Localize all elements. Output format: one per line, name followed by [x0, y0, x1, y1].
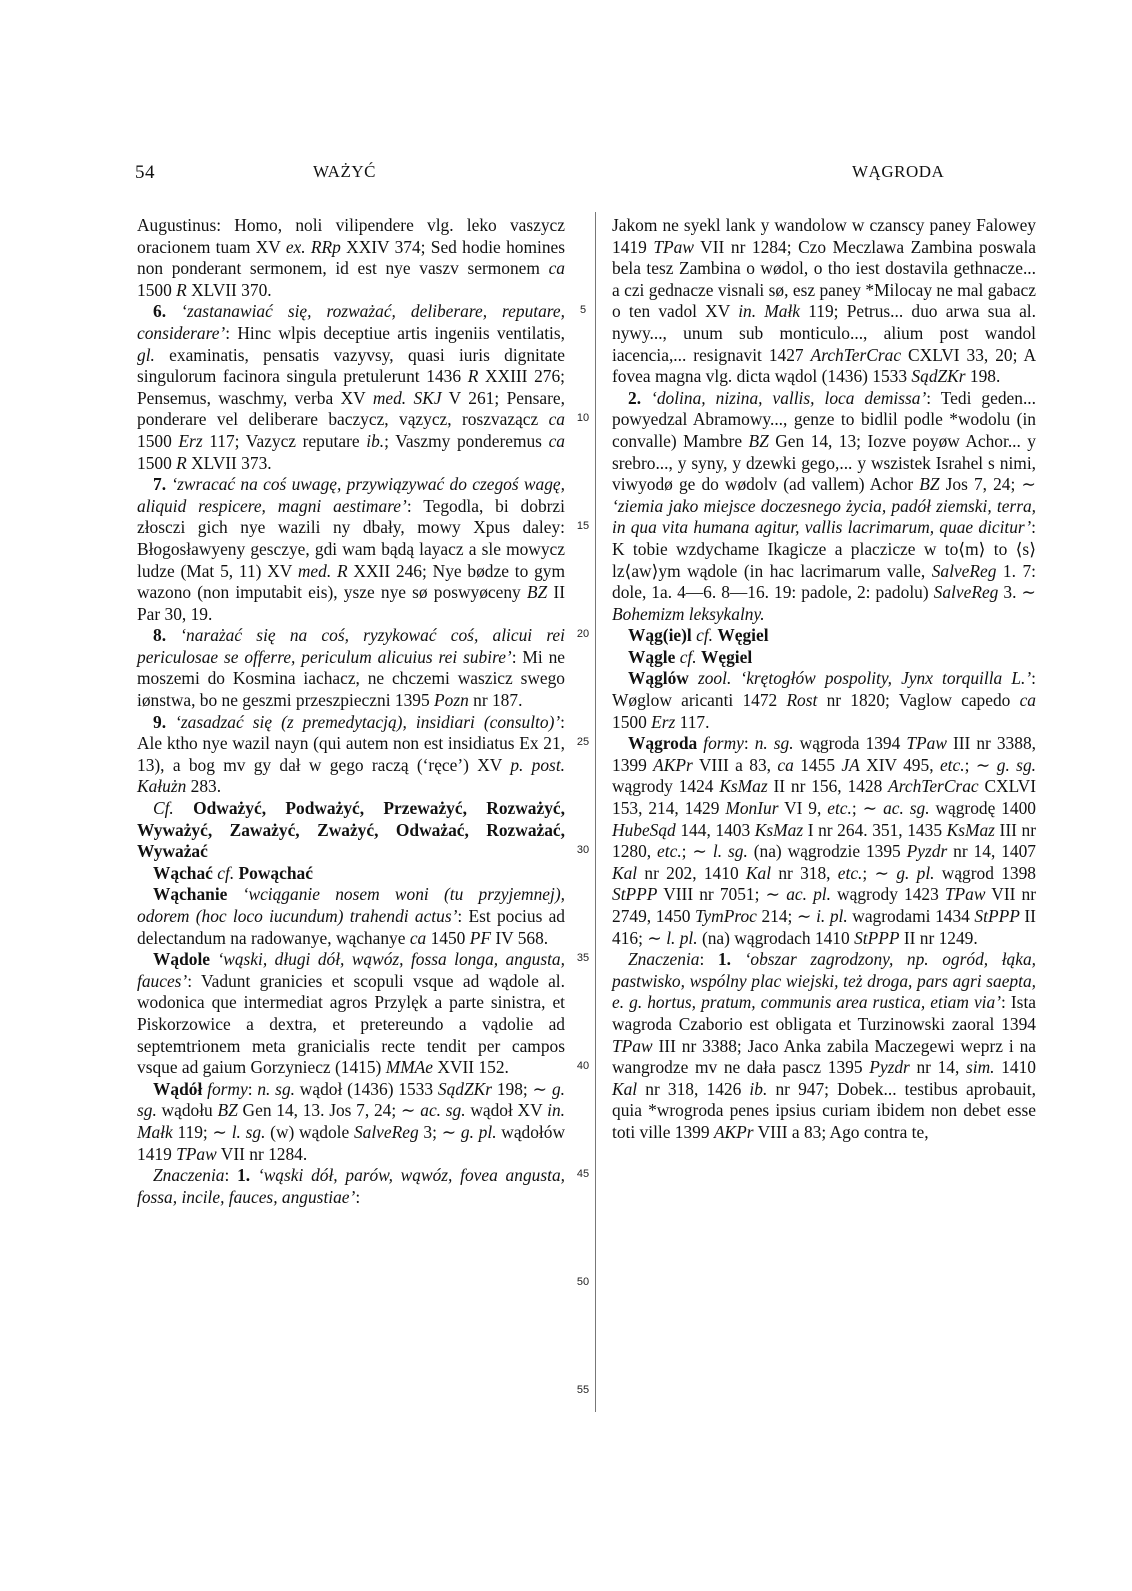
right-running-head: WĄGRODA	[852, 162, 945, 181]
right-entry-paragraph: Znaczenia: 1. ‘obszar zagrodzony, np. ogród, łąka, pastwisko, wspólny plac wiejski, też droga, pars agri saepta, e. g. hortus, pratum, communis area rustica, etiam via’: Ista wagroda Czaborio est obligata et Turzinowski zaoral 1394 TPaw III nr 3388; Jaco Anka zabila Maczegewi weprz i na wangrodze mv ne dała pascz 1395 Pyzdr nr 14, sim. 1410 Kal nr 318, 1426 ib. nr 947; Dobek... testibus aprobauit, quia *wrogroda penes ipsius curiam ibidem non debet esse toti ville 1399 AKPr VIII a 83; Ago contra te,	[612, 949, 1036, 1142]
line-number: 15	[576, 520, 590, 532]
right-entry-paragraph: Wągle cf. Węgiel	[628, 646, 753, 667]
left-entry-paragraph: 7. ‘zwracać na coś uwagę, przywiązywać do czegoś wagę, aliquid respicere, magni aestimare’: Tegodla, bi dobrzi złosczi gich nye wazili ny dbały, mowy Xpus daley: Błogosławyeny gesczye, gdi wam bądą layacz a sle mowycz ludze (Mat 5, 11) XV med. R XXII 246; Nye bødze to gym wazono (non imputabit eis), ysze nye sø poswyøceny BZ II Par 30, 19.	[137, 474, 565, 624]
left-entry-paragraph: Znaczenia: 1. ‘wąski dół, parów, wąwóz, fovea angusta, fossa, incile, fauces, angustiae’:	[137, 1165, 565, 1207]
right-entry-paragraph: 2. ‘dolina, nizina, vallis, loca demissa’: Tedi geden... powyedzal Abramowy..., genze to bidlil podle *wodolu (in convalle) Mambre BZ Gen 14, 13; Iozve poyøw Achor... y srebro..., y syny, y dzewki gego,... y wszistek Israhel s nimi, viwyodø ge do wødolv (ad vallem) Achor BZ Jos 7, 24; ∼ ‘ziemia jako miejsce doczesnego życia, padół ziemski, terra, in qua vita humana agitur, vallis lacrimarum, quae dicitur’: K tobie wzdychame Ikagicze a placzicze w to⟨m⟩ to ⟨s⟩lz⟨aw⟩ym wądole (in hac lacrimarum valle, SalveReg 1. 7: dole, 1a. 4—6. 8—16. 19: padole, 2: padolu) SalveReg 3. ∼ Bohemizm leksykalny.	[612, 387, 1037, 624]
right-entry-paragraph: Wąg(ie)l cf. Węgiel	[628, 625, 769, 646]
line-number: 40	[576, 1060, 590, 1072]
right-entry-paragraph: Wągroda formy: n. sg. wągroda 1394 TPaw III nr 3388, 1399 AKPr VIII a 83, ca 1455 JA XIV 495, etc.; ∼ g. sg. wągrody 1424 KsMaz II nr 156, 1428 ArchTerCrac CXLVI 153, 214, 1429 MonIur VI 9, etc.; ∼ ac. sg. wągrodę 1400 HubeSąd 144, 1403 KsMaz I nr 264. 351, 1435 KsMaz III nr 1280, etc.; ∼ l. sg. (na) wągrodzie 1395 Pyzdr nr 14, 1407 Kal nr 202, 1410 Kal nr 318, etc.; ∼ g. pl. wągrod 1398 StPPP VIII nr 7051; ∼ ac. pl. wągrody 1423 TPaw VII nr 2749, 1450 TymProc 214; ∼ i. pl. wagrodami 1434 StPPP II 416; ∼ l. pl. (na) wągrodach 1410 StPPP II nr 1249.	[612, 733, 1037, 948]
left-running-head: WAŻYĆ	[313, 162, 376, 181]
left-entry-paragraph: Wądół formy: n. sg. wądoł (1436) 1533 SądZKr 198; ∼ g. sg. wądołu BZ Gen 14, 13. Jos 7, 24; ∼ ac. sg. wądoł XV in. Małk 119; ∼ l. sg. (w) wądole SalveReg 3; ∼ g. pl. wądołów 1419 TPaw VII nr 1284.	[137, 1078, 566, 1164]
left-entry-paragraph: Augustinus: Homo, noli vilipendere vlg. leko vaszycz oracionem tuam XV ex. RRp XXIV 374; Sed hodie homines non ponderant sermonem, id est nye vaszv sermonem ca 1500 R XLVII 370.	[137, 215, 565, 300]
left-entry-paragraph: 8. ‘narażać się na coś, ryzykować coś, alicui rei periculosae se offerre, periculum alicuius rei subire’: Mi ne moszemi do Kosmina iachacz, ne chczemi waszicz swego iønstwa, bo ne geszmi przeszpieczni 1395 Pozn nr 187.	[137, 625, 565, 711]
page-number: 54	[135, 162, 155, 183]
left-entry-paragraph: Wąchanie ‘wciąganie nosem woni (tu przyjemnej), odorem (hoc loco iucundum) trahendi actus’: Est pocius ad delectandum na radowanye, wąchanye ca 1450 PF IV 568.	[137, 884, 566, 948]
line-number: 20	[576, 628, 590, 640]
left-column	[137, 215, 565, 1208]
left-entry-paragraph: 6. ‘zastanawiać się, rozważać, deliberare, reputare, considerare’: Hinc wlpis deceptiue artis ingeniis ventilatis, gl. examinatis, pensatis vazyvsy, quasi iuris dignitate singulorum facinora singula pretulerunt 1436 R XXIII 276; Pensemus, waschmy, verba XV med. SKJ V 261; Pensare, ponderare vel deliberare baczycz, vązycz, roszvazącz ca 1500 Erz 117; Vazycz reputare ib.; Vaszmy ponderemus ca 1500 R XLVII 373.	[137, 301, 566, 473]
column-divider	[595, 212, 596, 1412]
left-entry-paragraph: Wąchać cf. Powąchać	[153, 862, 313, 883]
line-number: 10	[576, 412, 590, 424]
left-entry-paragraph: Cf. Odważyć, Podważyć, Przeważyć, Rozważyć, Wyważyć, Zaważyć, Zważyć, Odważać, Rozważać, Wyważać	[137, 798, 565, 862]
line-number: 55	[576, 1384, 590, 1396]
line-number: 25	[576, 736, 590, 748]
right-entry-paragraph: Jakom ne syekl lank y wandolow w czanscy paney Falowey 1419 TPaw VII nr 1284; Czo Meczlawa Zambina poswala bela tesz Zambina o wødol, o tho iest dostavila gethnacze... a czi gednacze visnali sø, esz paney *Milocay ne mal gabacz o ten vadol XV in. Małk 119; Petrus... duo arwa sua al. nywy..., unum sub monticulo..., alium post wandol iacencia,... resignavit 1427 ArchTerCrac CXLVI 33, 20; A fovea magna vlg. dicta wądol (1436) 1533 SądZKr 198.	[612, 215, 1037, 387]
left-entry-paragraph: 9. ‘zasadzać się (z premedytacją), insidiari (consulto)’: Ale ktho nye wazil nayn (qui autem non est insidiatus Ex 21, 13), a bog mv gy dał w gego raczą (‘ręce’) XV p. post. Kałużn 283.	[137, 711, 565, 797]
line-number: 30	[576, 844, 590, 856]
line-number: 50	[576, 1276, 590, 1288]
right-column	[612, 215, 1036, 1144]
line-number: 5	[579, 304, 587, 316]
left-entry-paragraph: Wądole ‘wąski, długi dół, wąwóz, fossa longa, angusta, fauces’: Vadunt granicies et scopuli vsque ad wądole al. wodonica que intermediat agros Przylęk a parte sinistra, et Piskorzowice a dextra, et pretereundo a vądolie ad septemtrionem meta granicialis recte tendit per campos vsque ad gaium Gorzyniecz (1415) MMAe XVII 152.	[137, 949, 565, 1078]
line-number: 45	[576, 1168, 590, 1180]
line-number: 35	[576, 952, 590, 964]
right-entry-paragraph: Wąglów zool. ‘krętogłów pospolity, Jynx torquilla L.’: Wøglow aricanti 1472 Rost nr 1820; Vaglow capedo ca 1500 Erz 117.	[612, 668, 1036, 732]
